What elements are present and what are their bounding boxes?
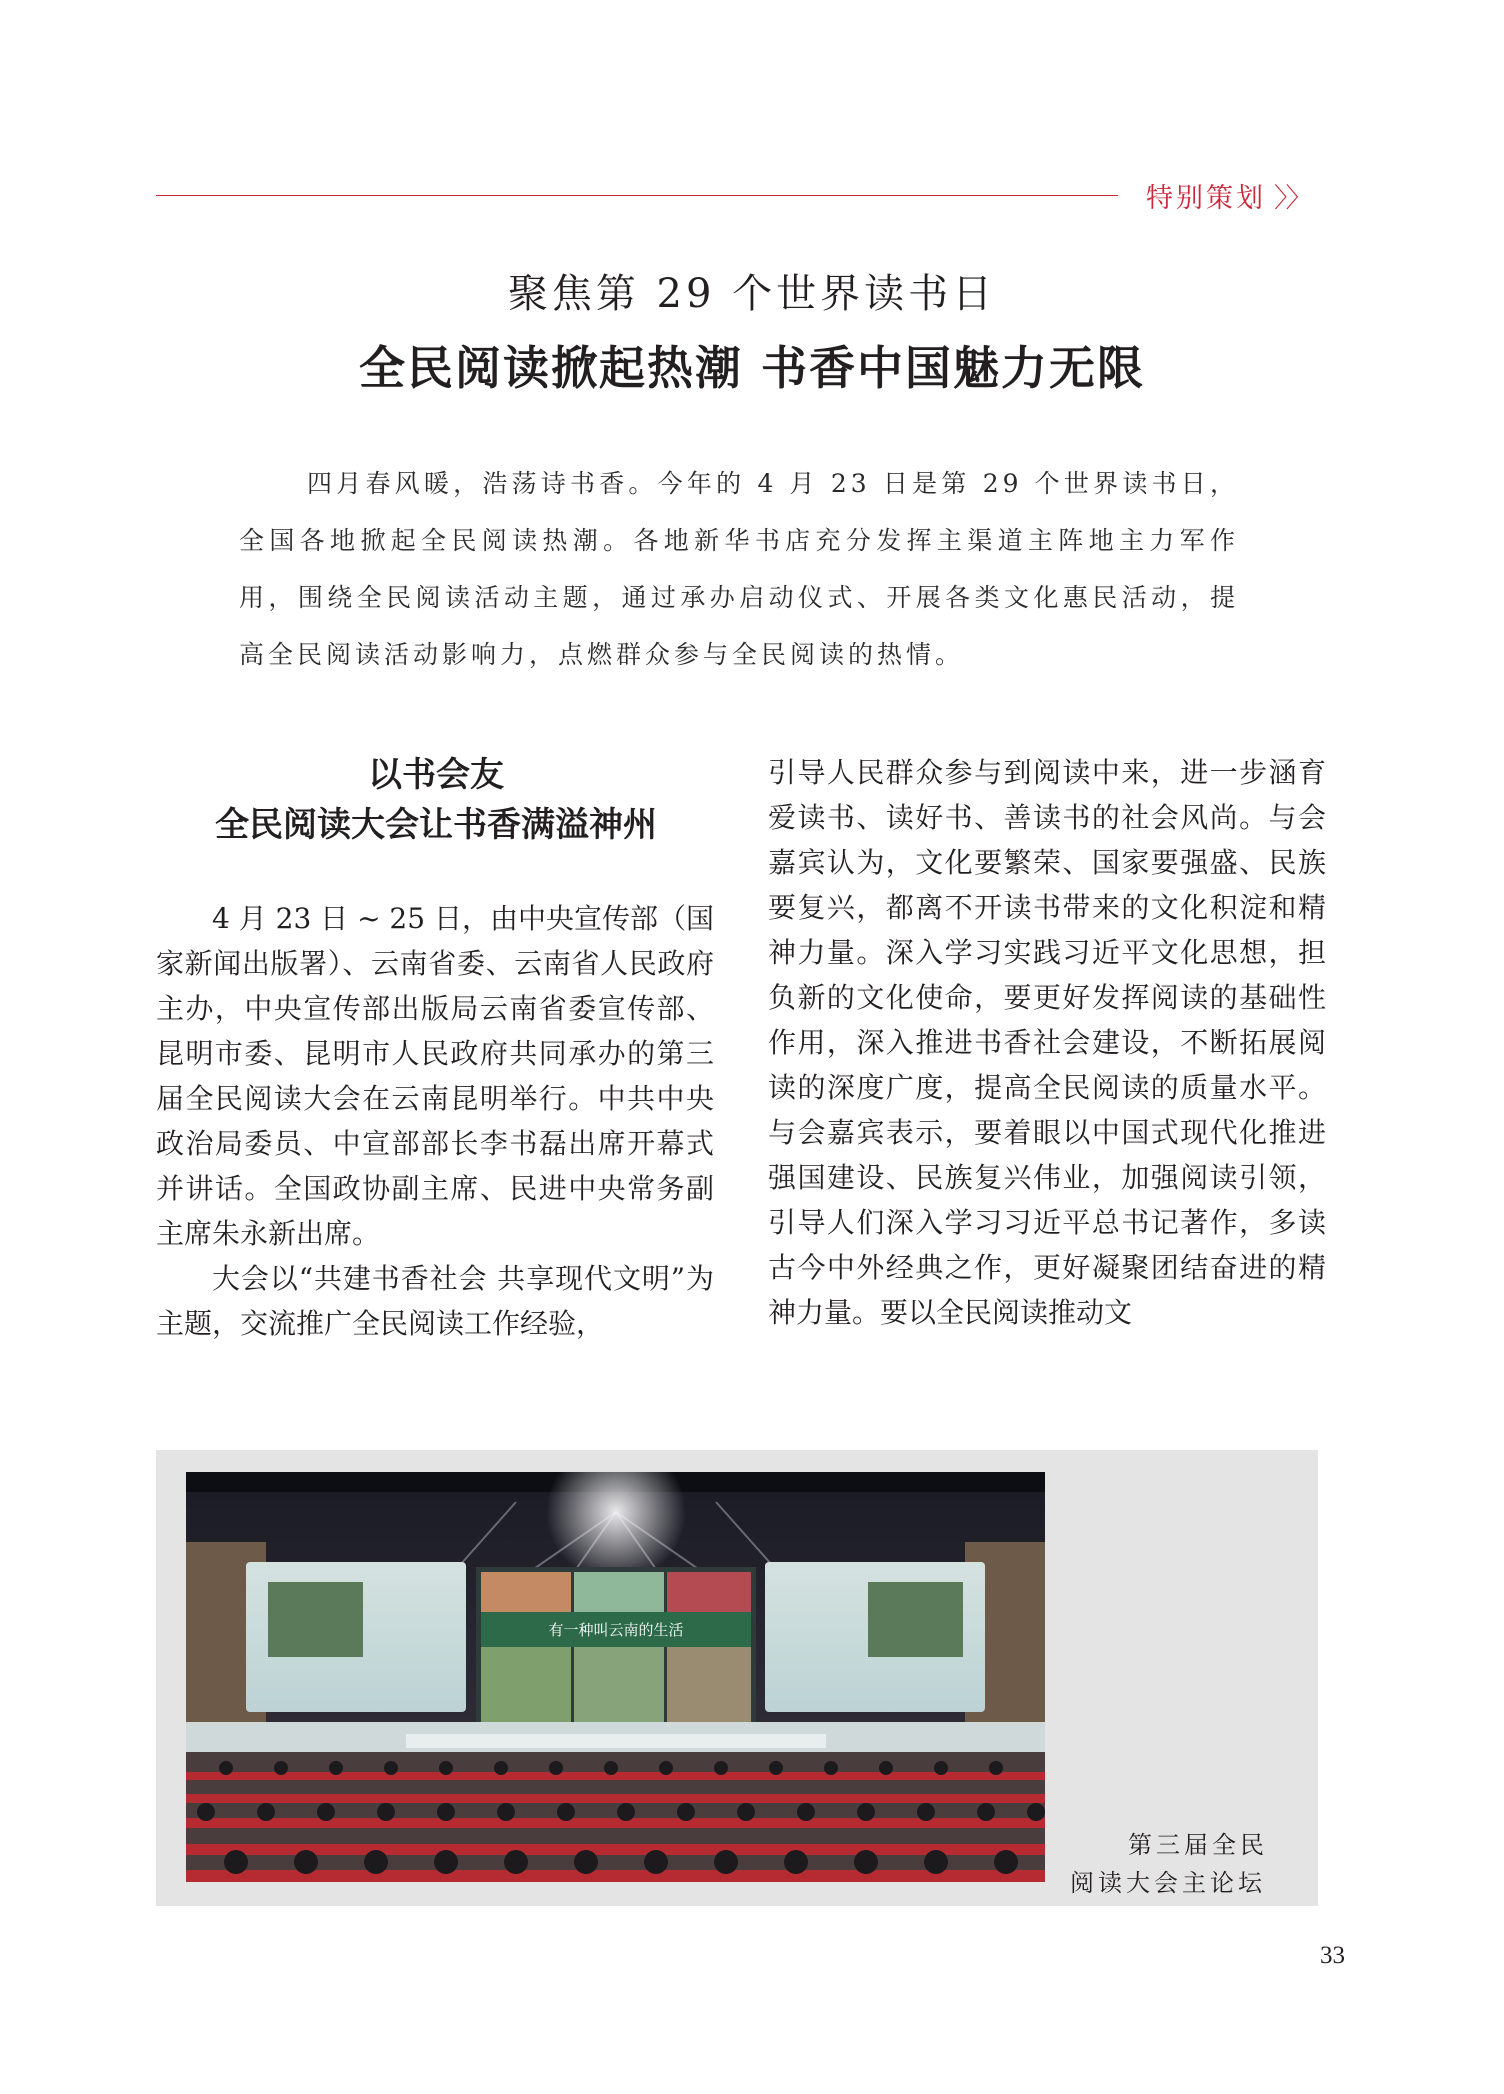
body-paragraph-1: 4 月 23 日 ~ 25 日，由中央宣传部（国家新闻出版署）、云南省委、云南省人民政府主办，中央宣传部出版局云南省委宣传部、昆明市委、昆明市人民政府共同承办的第三届全民阅读大会在云南昆明举行。中共中央政治局委员、中宣部部长李书磊出席开幕式并讲话。全国政协副主席、民进中央常务副主席朱永新出席。 — [156, 902, 714, 1250]
conference-hall-illustration — [186, 1472, 1045, 1882]
article-subtitle-line1: 以书会友 — [368, 755, 504, 795]
double-chevron-right-icon: 〉〉 — [1274, 183, 1311, 214]
photo-caption — [1070, 1826, 1290, 1902]
lead-paragraph: 四月春风暖，浩荡诗书香。今年的 4 月 23 日是第 29 个世界读书日，全国各地掀起全民阅读热潮。各地新华书店充分发挥主渠道主阵地主力军作用，围绕全民阅读活动主题，通过承办启动仪式、开展各类文化惠民活动，提高全民阅读活动影响力，点燃群众参与全民阅读的热情。 — [239, 469, 1239, 669]
section-label — [1146, 176, 1311, 215]
conference-photo — [186, 1472, 1045, 1882]
article-subtitle-line2: 全民阅读大会让书香满溢神州 — [215, 805, 657, 845]
left-column — [156, 896, 714, 1346]
right-column — [768, 750, 1326, 1335]
article-subtitle — [156, 750, 716, 850]
section-rule — [156, 195, 1118, 196]
body-paragraph-2: 大会以“共建书香社会 共享现代文明”为主题，交流推广全民阅读工作经验， — [156, 1262, 714, 1340]
photo-caption-line2: 阅读大会主论坛 — [1070, 1869, 1266, 1897]
stage-banner-text: 有一种叫云南的生活 — [548, 1621, 684, 1639]
page-number: 33 — [1320, 1942, 1345, 1969]
kicker-title: 聚焦第 29 个世界读书日 — [507, 271, 997, 317]
headline: 全民阅读掀起热潮 书香中国魅力无限 — [358, 341, 1145, 395]
body-paragraph-3: 引导人民群众参与到阅读中来，进一步涵育爱读书、读好书、善读书的社会风尚。与会嘉宾认为，文化要繁荣、国家要强盛、民族要复兴，都离不开读书带来的文化积淀和精神力量。深入学习实践习近平文化思想，担负新的文化使命，要更好发挥阅读的基础性作用，深入推进书香社会建设，不断拓展阅读的深度广度，提高全民阅读的质量水平。与会嘉宾表示，要着眼以中国式现代化推进强国建设、民族复兴伟业，加强阅读引领，引导人们深入学习习近平总书记著作，多读古今中外经典之作，更好凝聚团结奋进的精神力量。要以全民阅读推动文 — [768, 756, 1326, 1329]
section-label-text: 特别策划 — [1146, 183, 1266, 214]
photo-caption-line1: 第三届全民 — [1128, 1831, 1268, 1859]
